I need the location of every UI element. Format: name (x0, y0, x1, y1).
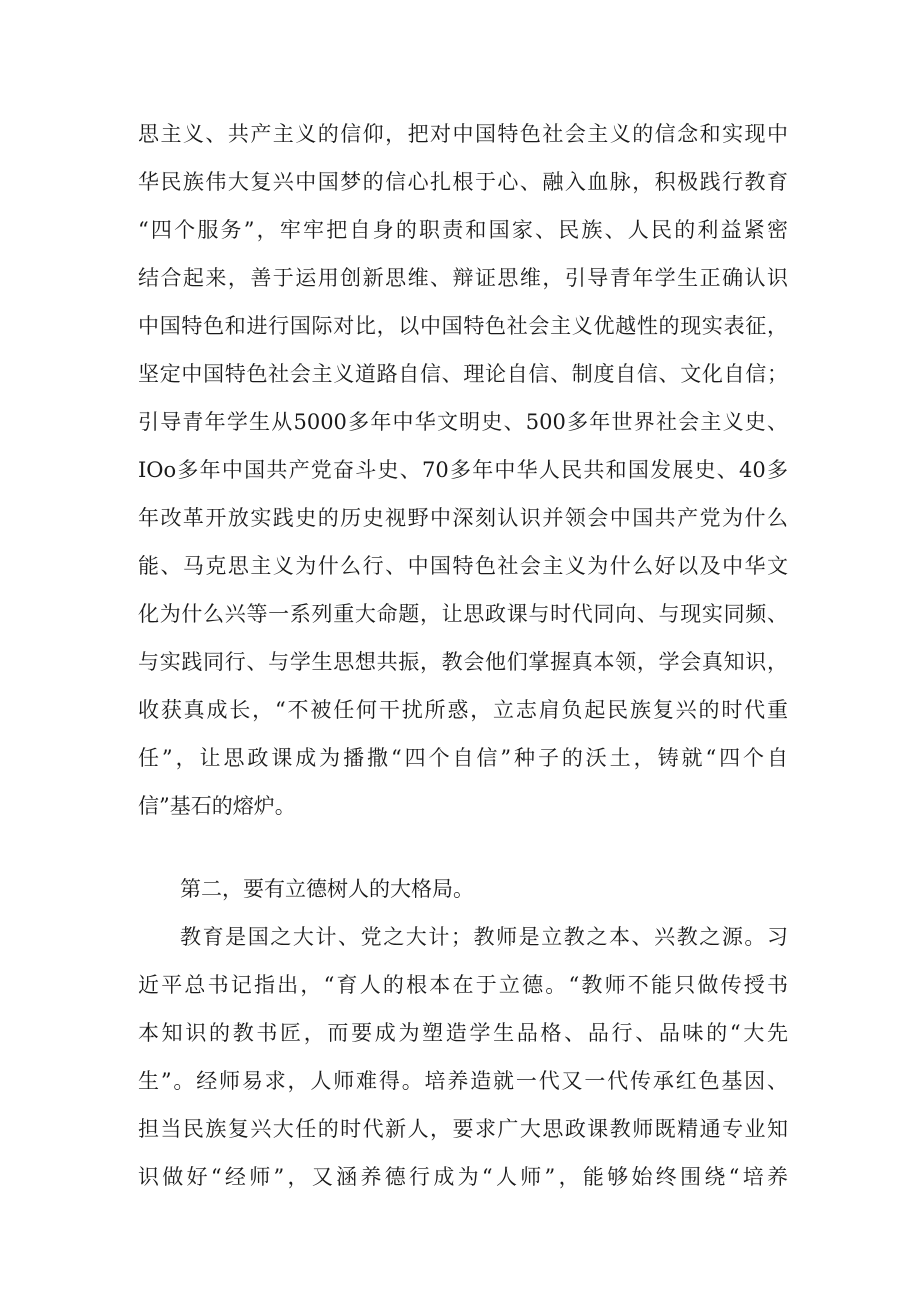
paragraph-1 (138, 110, 788, 830)
paragraph-1-line: 能、马克思主义为什么行、中国特色社会主义为什么好以及中华文 (138, 554, 788, 578)
paragraph-3 (138, 913, 788, 1201)
paragraph-3-line: 识做好“经师”，又涵养德行成为“人师”，能够始终围绕“培养 (138, 1165, 788, 1189)
paragraph-1-line: 信”基石的熔炉。 (138, 794, 296, 818)
paragraph-1-line: 化为什么兴等一系列重大命题，让思政课与时代同向、与现实同频、 (138, 602, 788, 626)
paragraph-1-line: 结合起来，善于运用创新思维、辩证思维，引导青年学生正确认识 (138, 266, 788, 290)
paragraph-1-line: IOo多年中国共产党奋斗史、70多年中华人民共和国发展史、40多 (138, 458, 788, 482)
paragraph-3-line: 生”。经师易求，人师难得。培养造就一代又一代传承红色基因、 (138, 1069, 788, 1093)
paragraph-spacer (138, 830, 788, 865)
paragraph-1-line: 坚定中国特色社会主义道路自信、理论自信、制度自信、文化自信； (138, 362, 788, 386)
body-text (138, 110, 788, 1201)
paragraph-1-line: 年改革开放实践史的历史视野中深刻认识并领会中国共产党为什么 (138, 506, 788, 530)
paragraph-3-line: 近平总书记指出，“育人的根本在于立德。“教师不能只做传授书 (138, 973, 788, 997)
paragraph-1-line: 华民族伟大复兴中国梦的信心扎根于心、融入血脉，积极践行教育 (138, 170, 788, 194)
paragraph-3-line: 本知识的教书匠，而要成为塑造学生品格、品行、品味的“大先 (138, 1021, 788, 1045)
paragraph-3-line: 教育是国之大计、党之大计；教师是立教之本、兴教之源。习 (180, 925, 788, 949)
section-heading-text: 第二，要有立德树人的大格局。 (180, 877, 474, 901)
paragraph-1-line: 思主义、共产主义的信仰，把对中国特色社会主义的信念和实现中 (138, 122, 788, 146)
paragraph-1-line: 中国特色和进行国际对比，以中国特色社会主义优越性的现实表征， (138, 314, 788, 338)
paragraph-3-line: 担当民族复兴大任的时代新人，要求广大思政课教师既精通专业知 (138, 1117, 788, 1141)
paragraph-1-line: 收获真成长，“不被任何干扰所惑，立志肩负起民族复兴的时代重 (138, 698, 788, 722)
paragraph-1-line: 引导青年学生从5000多年中华文明史、500多年世界社会主义史、 (138, 410, 788, 434)
section-heading (138, 865, 788, 913)
paragraph-1-line: 任”，让思政课成为播撒“四个自信”种子的沃土，铸就“四个自 (138, 746, 788, 770)
paragraph-1-line: 与实践同行、与学生思想共振，教会他们掌握真本领，学会真知识， (138, 650, 788, 674)
paragraph-1-line: “四个服务”，牢牢把自身的职责和国家、民族、人民的利益紧密 (138, 218, 788, 242)
